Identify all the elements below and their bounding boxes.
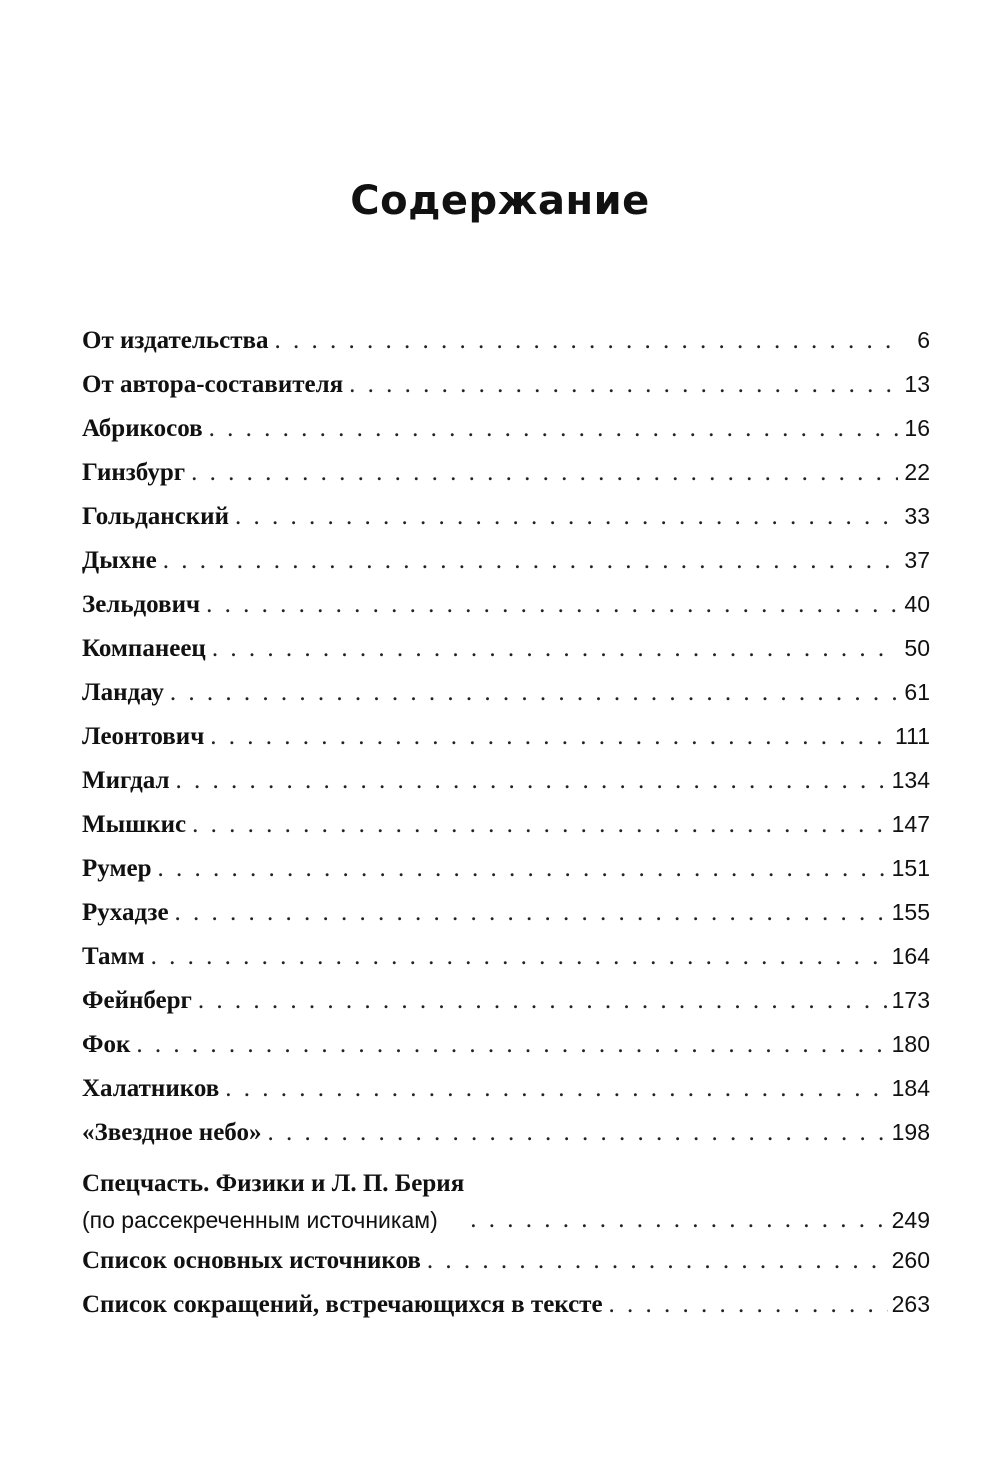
toc-entry[interactable] <box>82 934 930 978</box>
dot-leader <box>210 715 891 759</box>
toc-entry[interactable] <box>82 1022 930 1066</box>
dot-leader <box>176 759 888 803</box>
toc-entry-title: «Звездное небо» <box>82 1119 262 1146</box>
toc-entry-title: Тамм <box>82 943 145 970</box>
toc-entry-title: Рухадзе <box>82 899 169 926</box>
dot-leader <box>209 407 898 451</box>
toc-entry[interactable] <box>82 890 930 934</box>
dot-leader <box>235 495 898 539</box>
toc-page-number: 6 <box>917 327 930 353</box>
toc-entry-title: Список основных источников <box>82 1247 421 1274</box>
toc-entry-title: Фейнберг <box>82 987 192 1014</box>
toc-page-number: 260 <box>891 1247 930 1273</box>
toc-entry[interactable] <box>82 362 930 406</box>
toc-page-number: 164 <box>891 943 930 969</box>
dot-leader <box>157 847 887 891</box>
toc-page-number: 22 <box>904 459 930 485</box>
toc-page-number: 173 <box>891 987 930 1013</box>
toc-entry-title: Список сокращений, встречающихся в тексте <box>82 1291 603 1318</box>
toc-page-number: 184 <box>891 1075 930 1101</box>
dot-leader <box>136 1023 887 1067</box>
toc-entry-title: Дыхне <box>82 547 157 574</box>
toc-entry-title-block <box>82 1166 464 1238</box>
toc-entry[interactable] <box>82 538 930 582</box>
toc-entry[interactable] <box>82 1066 930 1110</box>
toc-entry[interactable] <box>82 1282 930 1326</box>
dot-leader <box>274 319 898 363</box>
toc-entry[interactable] <box>82 670 930 714</box>
toc-entry-title: Компанеец <box>82 635 206 662</box>
dot-leader <box>191 451 898 495</box>
dot-leader <box>212 627 898 671</box>
toc-entry-title: Гольданский <box>82 503 229 530</box>
toc-entry[interactable] <box>82 714 930 758</box>
toc-page-number: 50 <box>904 635 930 661</box>
toc-entry-title: Мышкис <box>82 811 187 838</box>
dot-leader <box>609 1283 888 1327</box>
toc-page-number: 16 <box>904 415 930 441</box>
toc-entry-title: Спецчасть. Физики и Л. П. Берия <box>82 1170 465 1197</box>
toc-page-number: 151 <box>891 855 930 881</box>
toc-entry[interactable] <box>82 450 930 494</box>
toc-page-number: 13 <box>904 371 930 397</box>
toc-entry[interactable] <box>82 626 930 670</box>
toc-entry[interactable] <box>82 802 930 846</box>
toc-entry-title: Румер <box>82 855 152 882</box>
toc-page-number: 37 <box>904 547 930 573</box>
toc-entry-subtitle: (по рассекреченным источникам) <box>82 1207 438 1233</box>
toc-page-number: 198 <box>891 1119 930 1145</box>
toc-entry-title: Ландау <box>82 679 164 706</box>
toc-page-number: 263 <box>891 1291 930 1317</box>
dot-leader <box>427 1239 888 1283</box>
toc-entry-title: Фок <box>82 1031 131 1058</box>
toc-entry-title: Мигдал <box>82 767 170 794</box>
toc-page-number: 249 <box>891 1207 930 1233</box>
toc-entry-title: Абрикосов <box>82 415 203 442</box>
toc-page-number: 61 <box>904 679 930 705</box>
toc-entry-title: Зельдович <box>82 591 201 618</box>
dot-leader <box>151 935 888 979</box>
dot-leader <box>170 671 898 715</box>
dot-leader <box>470 1202 887 1238</box>
dot-leader <box>206 583 898 627</box>
toc-page-number: 155 <box>891 899 930 925</box>
toc-page-number: 147 <box>891 811 930 837</box>
dot-leader <box>175 891 888 935</box>
toc-entry[interactable] <box>82 1238 930 1282</box>
dot-leader <box>349 363 898 407</box>
toc-entry[interactable] <box>82 1110 930 1154</box>
toc-page-number: 40 <box>904 591 930 617</box>
toc-entry[interactable] <box>82 406 930 450</box>
toc-entry-title: Халатников <box>82 1075 220 1102</box>
dot-leader <box>225 1067 887 1111</box>
dot-leader <box>163 539 898 583</box>
table-of-contents <box>82 318 930 1326</box>
toc-page-number: 180 <box>891 1031 930 1057</box>
toc-entry[interactable] <box>82 494 930 538</box>
toc-page-number: 33 <box>904 503 930 529</box>
toc-page-number: 134 <box>891 767 930 793</box>
toc-entry-special-part[interactable] <box>82 1154 930 1238</box>
page-title: Содержание <box>350 178 650 224</box>
toc-entry-title: Леонтович <box>82 723 205 750</box>
toc-entry[interactable] <box>82 582 930 626</box>
toc-entry-title: От автора-составителя <box>82 371 344 398</box>
toc-entry-title: Гинзбург <box>82 459 186 486</box>
toc-entry[interactable] <box>82 846 930 890</box>
dot-leader <box>198 979 888 1023</box>
toc-entry[interactable] <box>82 758 930 802</box>
toc-page-number: 111 <box>895 723 930 749</box>
dot-leader <box>267 1111 887 1155</box>
toc-entry[interactable] <box>82 318 930 362</box>
toc-entry[interactable] <box>82 978 930 1022</box>
dot-leader <box>192 803 887 847</box>
toc-entry-title: От издательства <box>82 327 269 354</box>
